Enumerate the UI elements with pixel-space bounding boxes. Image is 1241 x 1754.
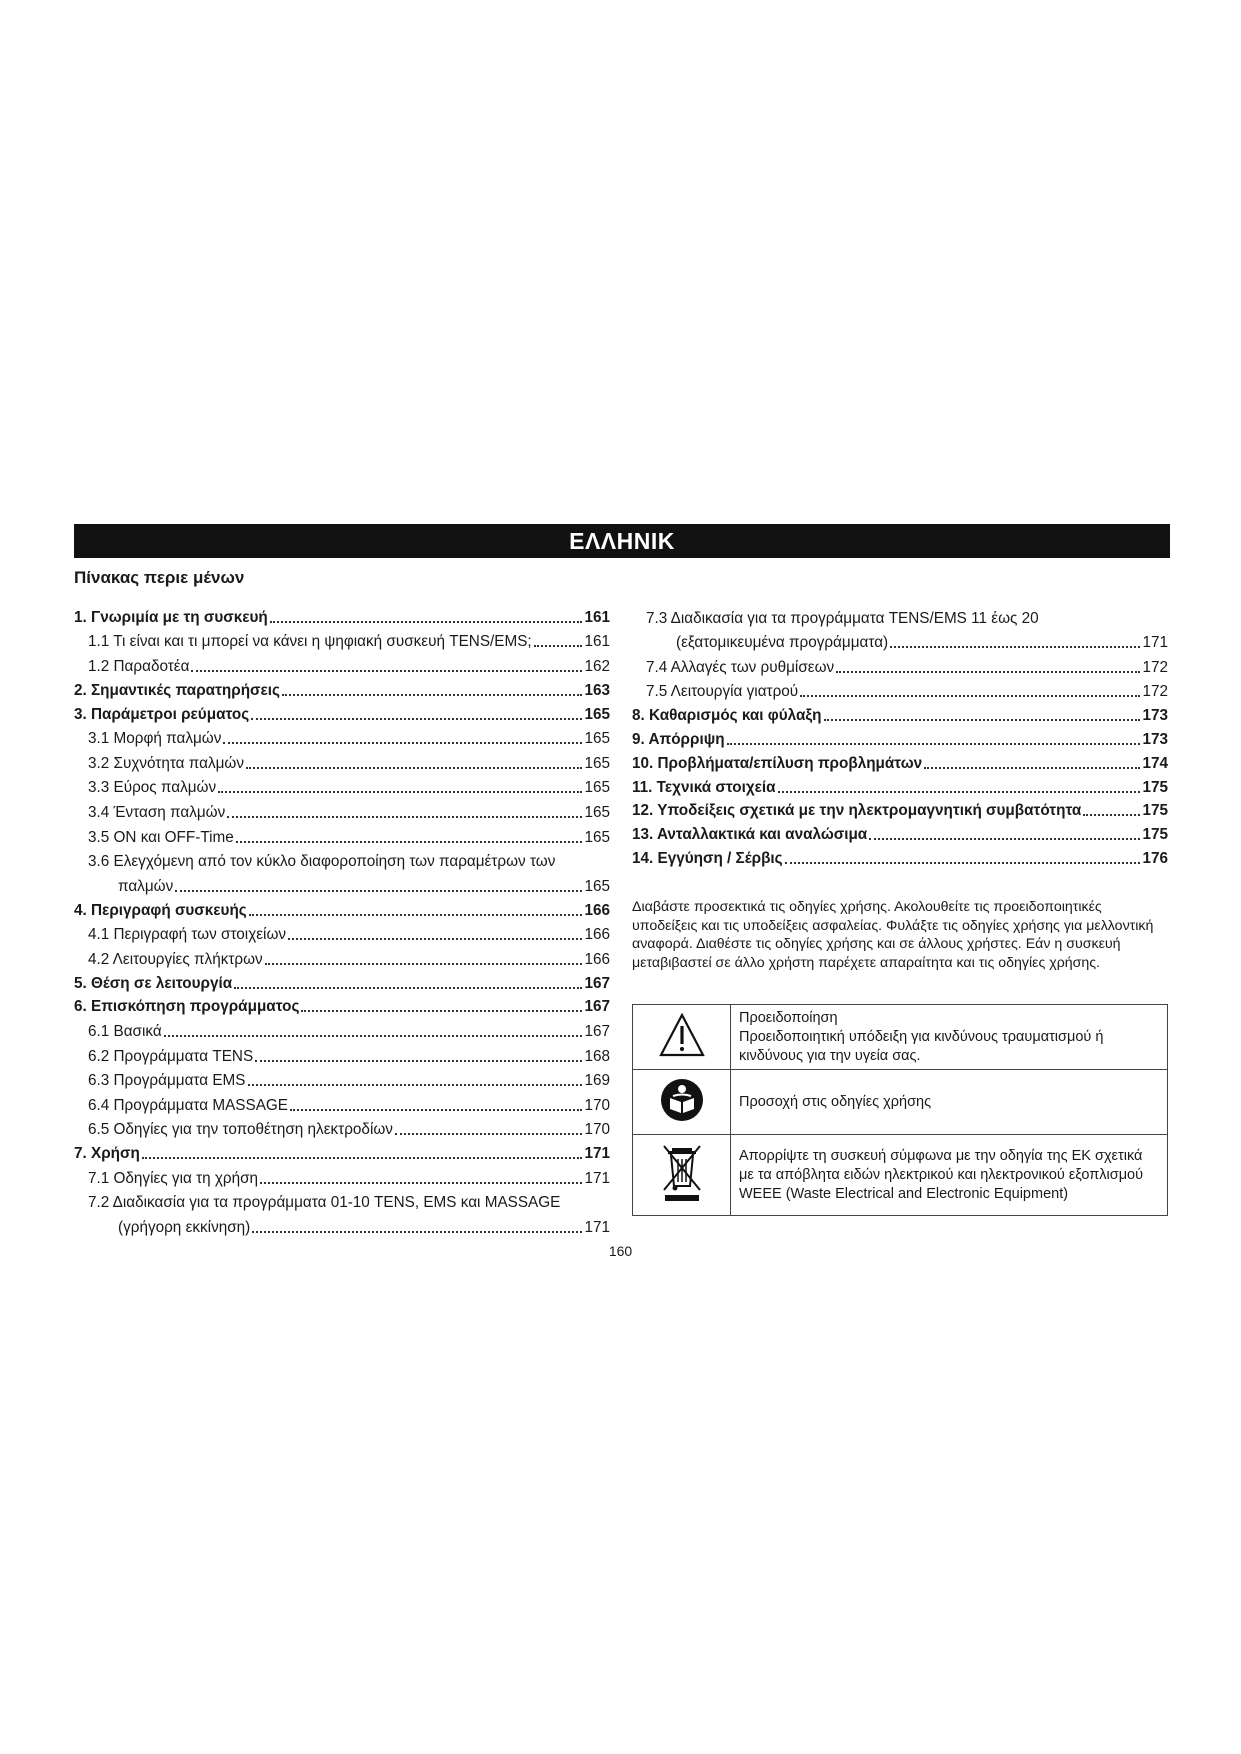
toc-entry-page: 171 bbox=[1142, 634, 1168, 652]
toc-entry-label: 6.4 Προγράμματα MASSAGE bbox=[88, 1096, 289, 1114]
toc-entry-page: 173 bbox=[1142, 730, 1168, 748]
toc-entry bbox=[74, 748, 610, 773]
toc-leader-dots bbox=[218, 791, 582, 793]
toc-entry-page: 175 bbox=[1142, 778, 1168, 796]
toc-entry bbox=[74, 1163, 610, 1188]
toc-entry-label: 5. Θέση σε λειτουργία bbox=[74, 974, 233, 992]
toc-entry-page: 171 bbox=[584, 1145, 610, 1163]
toc-entry bbox=[74, 627, 610, 652]
toc-entry-label: 1. Γνωριμία με τη συσκευή bbox=[74, 608, 268, 626]
toc-entry-page: 175 bbox=[1142, 826, 1168, 844]
toc-leader-dots bbox=[249, 914, 583, 916]
toc-entry bbox=[632, 773, 1168, 797]
toc-entry-page: 169 bbox=[584, 1072, 610, 1090]
toc-entry bbox=[74, 871, 610, 896]
toc-leader-dots bbox=[869, 838, 1140, 840]
toc-leader-dots bbox=[236, 841, 583, 843]
toc-entry-page: 168 bbox=[584, 1047, 610, 1065]
toc-leader-dots bbox=[255, 1060, 582, 1062]
toc-entry-page: 161 bbox=[584, 608, 610, 626]
toc-entry-label: 7.3 Διαδικασία για τα προγράμματα TENS/EMS 11 έως 20 bbox=[646, 609, 1039, 627]
toc-entry-page: 175 bbox=[1142, 802, 1168, 820]
toc-entry-label: 3.2 Συχνότητα παλμών bbox=[88, 754, 245, 772]
toc-entry-label: 6. Επισκόπηση προγράμματος bbox=[74, 998, 300, 1016]
toc-entry-page: 170 bbox=[584, 1121, 610, 1139]
toc-entry-label: 1.1 Τι είναι και τι μπορεί να κάνει η ψηφιακή συσκευή TENS/EMS; bbox=[88, 633, 532, 651]
toc-leader-dots bbox=[282, 694, 582, 696]
toc-entry-label: 14. Εγγύηση / Σέρβις bbox=[632, 849, 783, 867]
toc-entry-page: 165 bbox=[584, 877, 610, 895]
toc-entry-page: 167 bbox=[584, 974, 610, 992]
toc-entry bbox=[632, 652, 1168, 677]
toc-entry-label: 2. Σημαντικές παρατηρήσεις bbox=[74, 681, 280, 699]
toc-entry-label: 6.3 Προγράμματα EMS bbox=[88, 1072, 246, 1090]
toc-entry bbox=[632, 628, 1168, 653]
toc-entry-label: (γρήγορη εκκίνηση) bbox=[118, 1218, 251, 1236]
toc-entry-label: 3.4 Ένταση παλμών bbox=[88, 803, 226, 821]
toc-entry bbox=[632, 603, 1168, 628]
toc-entry-label: 7. Χρήση bbox=[74, 1145, 140, 1163]
toc-leader-dots bbox=[890, 646, 1140, 648]
toc-entry-page: 165 bbox=[584, 828, 610, 846]
toc-leader-dots bbox=[251, 718, 582, 720]
toc-leader-dots bbox=[800, 695, 1140, 697]
toc-leader-dots bbox=[248, 1084, 583, 1086]
toc-entry-label: 3. Παράμετροι ρεύματος bbox=[74, 705, 250, 723]
toc-entry-label: (εξατομικευμένα προγράμματα) bbox=[676, 634, 889, 652]
toc-right-column bbox=[632, 603, 1168, 868]
toc-entry-page: 163 bbox=[584, 681, 610, 699]
toc-entry bbox=[632, 844, 1168, 868]
symbol-warning-title: Προειδοποίηση bbox=[739, 1009, 838, 1026]
toc-entry-page: 167 bbox=[584, 998, 610, 1016]
toc-entry-page: 173 bbox=[1142, 707, 1168, 725]
toc-entry-page: 172 bbox=[1142, 683, 1168, 701]
toc-leader-dots bbox=[191, 670, 582, 672]
toc-leader-dots bbox=[164, 1035, 583, 1037]
toc-entry-page: 165 bbox=[584, 754, 610, 772]
toc-entry bbox=[632, 725, 1168, 749]
toc-entry-label: 8. Καθαρισμός και φύλαξη bbox=[632, 707, 822, 725]
toc-entry-page: 176 bbox=[1142, 849, 1168, 867]
toc-entry-label: 9. Απόρριψη bbox=[632, 730, 725, 748]
symbol-row-weee bbox=[633, 1135, 1168, 1216]
symbol-weee-text: Απορρίψτε τη συσκευή σύμφωνα με την οδηγία της ΕΚ σχετικά με τα απόβλητα ειδών ηλεκτρικού και ηλεκτρονικού εξοπλισμού WEEE (Waste Electrical and Electronic Equipment) bbox=[739, 1147, 1144, 1202]
toc-title: Πίνακας περιε μένων bbox=[74, 568, 245, 587]
toc-entry bbox=[632, 749, 1168, 773]
toc-entry-label: 4.2 Λειτουργίες πλήκτρων bbox=[88, 950, 263, 968]
toc-leader-dots bbox=[223, 742, 582, 744]
toc-leader-dots bbox=[246, 767, 582, 769]
toc-entry-label: 3.3 Εύρος παλμών bbox=[88, 779, 217, 797]
symbol-row-warning bbox=[633, 1005, 1168, 1070]
toc-leader-dots bbox=[785, 862, 1141, 864]
toc-leader-dots bbox=[1083, 814, 1140, 816]
symbol-warning-text: Προειδοποιητική υπόδειξη για κινδύνους τραυματισμού ή κινδύνους για την υγεία σας. bbox=[739, 1028, 1104, 1064]
toc-entry-label: 7.1 Οδηγίες για τη χρήση bbox=[88, 1169, 259, 1187]
toc-entry-page: 161 bbox=[584, 633, 610, 651]
intro-paragraph: Διαβάστε προσεκτικά τις οδηγίες χρήσης. Ακολουθείτε τις προειδοποιητικές υποδείξεις και τις υποδείξεις ασφαλείας. Φυλάξτε τις οδηγίες χρήσης για μελλοντική αναφορά. Διαθέστε τις οδηγίες χρήσης και σε άλλους χρήστες. Εάν η συσκευή μεταβιβαστεί σε άλλο χρήστη παρέχετε απαραίτητα και τις οδηγίες χρήσης. bbox=[632, 899, 1154, 971]
toc-entry-label: 7.4 Αλλαγές των ρυθμίσεων bbox=[646, 658, 835, 676]
toc-entry-label: 4. Περιγραφή συσκευής bbox=[74, 901, 247, 919]
toc-entry-label: 6.2 Προγράμματα TENS bbox=[88, 1047, 254, 1065]
toc-entry-page: 174 bbox=[1142, 754, 1168, 772]
weee-bin-icon bbox=[659, 1142, 705, 1204]
language-banner: ΕΛΛΗΝΙΚ bbox=[74, 524, 1170, 558]
warning-triangle-icon bbox=[659, 1013, 705, 1057]
symbols-table bbox=[632, 1004, 1168, 1216]
toc-leader-dots bbox=[924, 767, 1140, 769]
toc-leader-dots bbox=[288, 938, 582, 940]
symbol-manual-text: Προσοχή στις οδηγίες χρήσης bbox=[739, 1093, 932, 1110]
toc-entry bbox=[632, 820, 1168, 844]
toc-entry bbox=[74, 1090, 610, 1115]
toc-entry bbox=[632, 677, 1168, 702]
toc-entry-label: 13. Ανταλλακτικά και αναλώσιμα bbox=[632, 826, 868, 844]
toc-entry-page: 165 bbox=[584, 803, 610, 821]
toc-leader-dots bbox=[290, 1109, 582, 1111]
toc-entry-label: 1.2 Παραδοτέα bbox=[88, 657, 190, 675]
toc-entry-page: 171 bbox=[584, 1218, 610, 1236]
toc-entry-page: 165 bbox=[584, 779, 610, 797]
toc-entry-label: 12. Υποδείξεις σχετικά με την ηλεκτρομαγνητική συμβατότητα bbox=[632, 802, 1082, 820]
toc-entry bbox=[74, 993, 610, 1017]
toc-entry-label: 3.5 ON και OFF-Time bbox=[88, 828, 234, 846]
toc-entry-page: 166 bbox=[584, 926, 610, 944]
toc-entry-page: 172 bbox=[1142, 658, 1168, 676]
toc-entry-page: 162 bbox=[584, 657, 610, 675]
toc-entry bbox=[74, 1016, 610, 1041]
toc-entry-label: 11. Τεχνικά στοιχεία bbox=[632, 778, 776, 796]
toc-entry bbox=[74, 847, 610, 872]
toc-entry-label: 10. Προβλήματα/επίλυση προβλημάτων bbox=[632, 754, 923, 772]
toc-entry-page: 167 bbox=[584, 1022, 610, 1040]
toc-entry-label: 4.1 Περιγραφή των στοιχείων bbox=[88, 926, 287, 944]
toc-entry bbox=[632, 797, 1168, 821]
toc-leader-dots bbox=[270, 621, 583, 623]
toc-entry bbox=[74, 1115, 610, 1140]
toc-entry bbox=[74, 920, 610, 945]
toc-leader-dots bbox=[265, 963, 583, 965]
toc-leader-dots bbox=[260, 1182, 582, 1184]
toc-entry bbox=[74, 896, 610, 920]
toc-entry bbox=[74, 676, 610, 700]
toc-leader-dots bbox=[778, 791, 1141, 793]
toc-entry bbox=[632, 701, 1168, 725]
toc-entry-label: 3.6 Ελεγχόμενη από τον κύκλο διαφοροποίηση των παραμέτρων των bbox=[88, 853, 556, 871]
toc-entry-page: 170 bbox=[584, 1096, 610, 1114]
toc-leader-dots bbox=[252, 1231, 582, 1233]
toc-leader-dots bbox=[227, 816, 582, 818]
toc-left-column bbox=[74, 603, 610, 1237]
toc-entry bbox=[74, 603, 610, 627]
toc-entry-page: 166 bbox=[584, 950, 610, 968]
toc-entry bbox=[74, 1066, 610, 1091]
toc-leader-dots bbox=[395, 1133, 583, 1135]
toc-entry bbox=[74, 944, 610, 969]
symbol-row-manual bbox=[633, 1070, 1168, 1135]
toc-leader-dots bbox=[824, 719, 1141, 721]
toc-entry bbox=[74, 773, 610, 798]
read-manual-icon bbox=[659, 1077, 705, 1123]
toc-entry bbox=[74, 1139, 610, 1163]
toc-leader-dots bbox=[301, 1010, 582, 1012]
toc-entry bbox=[74, 724, 610, 749]
toc-leader-dots bbox=[234, 987, 582, 989]
toc-entry-label: 3.1 Μορφή παλμών bbox=[88, 730, 222, 748]
toc-entry bbox=[74, 822, 610, 847]
toc-entry-page: 171 bbox=[584, 1169, 610, 1187]
toc-entry bbox=[74, 969, 610, 993]
toc-entry-page: 165 bbox=[584, 730, 610, 748]
toc-entry bbox=[74, 700, 610, 724]
toc-entry-label: παλμών bbox=[118, 877, 174, 895]
toc-leader-dots bbox=[727, 743, 1141, 745]
toc-entry-label: 7.5 Λειτουργία γιατρού bbox=[646, 683, 799, 701]
toc-entry bbox=[74, 1041, 610, 1066]
toc-leader-dots bbox=[534, 645, 583, 647]
toc-entry-label: 7.2 Διαδικασία για τα προγράμματα 01-10 TENS, EMS και MASSAGE bbox=[88, 1194, 561, 1212]
toc-entry-page: 165 bbox=[584, 705, 610, 723]
page-number: 160 bbox=[608, 1243, 633, 1259]
toc-entry-label: 6.1 Βασικά bbox=[88, 1022, 162, 1040]
toc-entry bbox=[74, 651, 610, 676]
toc-leader-dots bbox=[836, 671, 1140, 673]
toc-entry-page: 166 bbox=[584, 901, 610, 919]
toc-entry bbox=[74, 797, 610, 822]
toc-leader-dots bbox=[142, 1157, 583, 1159]
toc-leader-dots bbox=[175, 890, 582, 892]
toc-entry-label: 6.5 Οδηγίες για την τοποθέτηση ηλεκτροδίων bbox=[88, 1121, 393, 1139]
toc-entry bbox=[74, 1188, 610, 1213]
toc-entry bbox=[74, 1212, 610, 1237]
